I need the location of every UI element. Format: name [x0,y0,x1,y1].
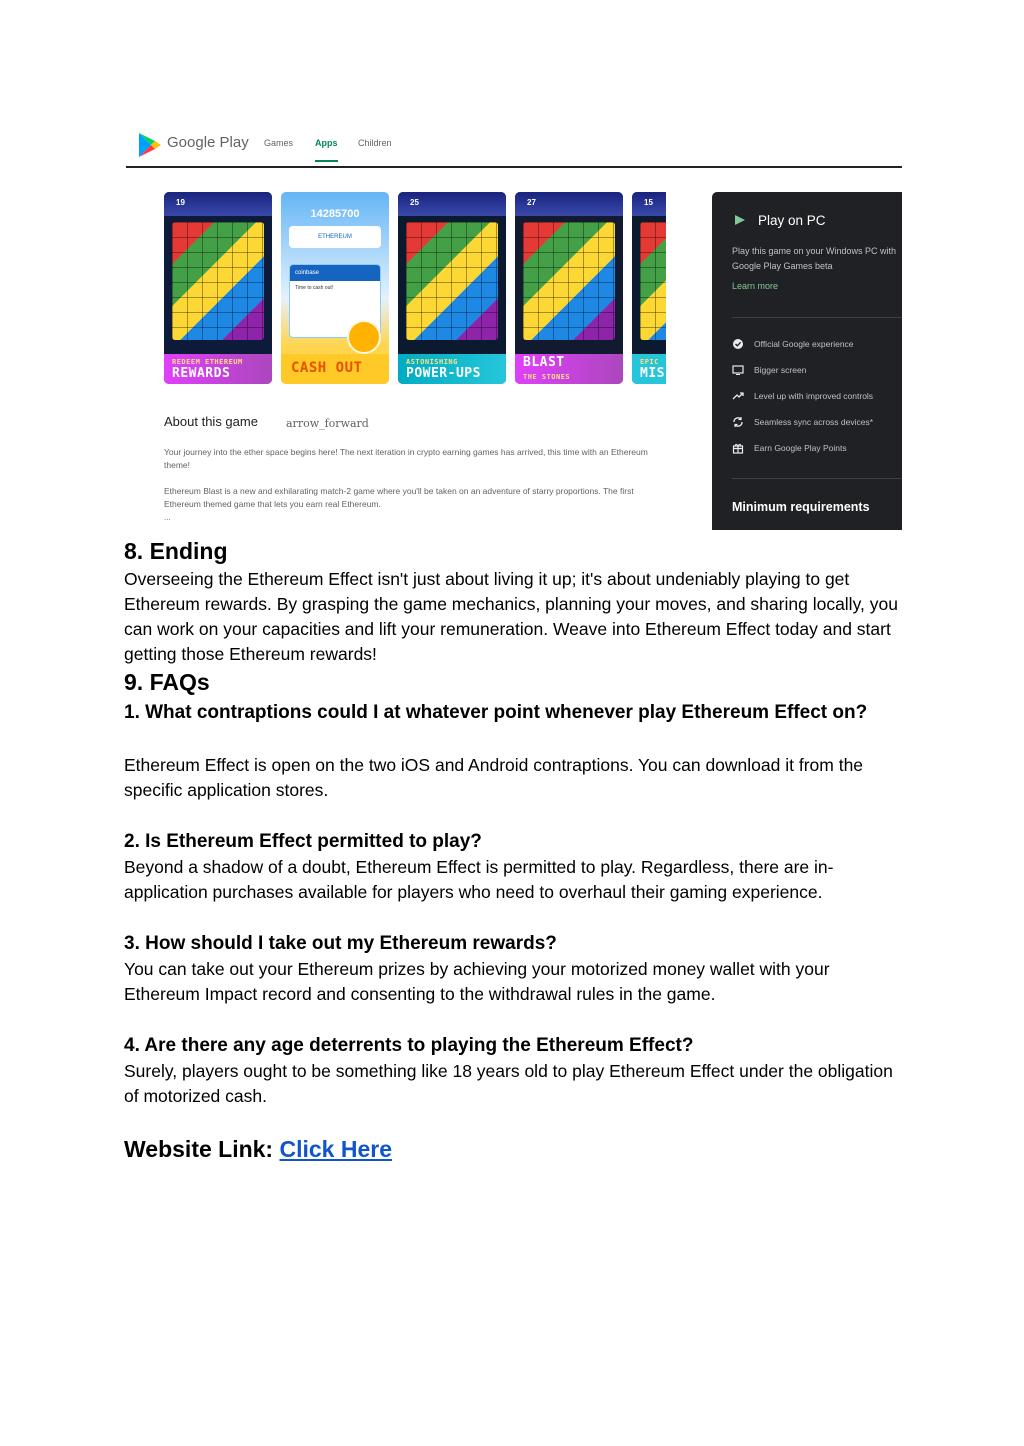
arrow-forward-icon[interactable]: arrow_forward [286,417,369,430]
feature-label: Level up with improved controls [754,391,874,401]
game-screenshot-card[interactable] [281,192,389,384]
play-games-icon [734,214,746,226]
card-caption-small: REDEEM ETHEREUM [172,358,243,366]
game-board [640,222,666,340]
faq-question: 2. Is Ethereum Effect permitted to play? [124,831,482,852]
screenshot-carousel[interactable] [164,192,666,384]
level-number: 15 [644,198,653,207]
section-heading-faqs: 9. FAQs [124,669,210,695]
panel-body: Time to cash out! [295,285,334,291]
card-caption-big: CASH OUT [291,360,363,376]
about-paragraph: Ethereum Blast is a new and exhilarating match-2 game where you'll be taken on an adventure of starry proportions. The first Ethereum themed game that lets you earn real Ethereum. [164,486,634,509]
faq-answer: Beyond a shadow of a doubt, Ethereum Effect is permitted to play. Regardless, there are in-application purchases available for players who need to overhaul their gaming experience. [124,857,834,902]
website-link-line [124,1136,392,1163]
store-name: Google Play [167,134,249,151]
game-board [406,222,498,340]
click-here-link[interactable]: Click Here [279,1136,393,1162]
tab-apps[interactable]: Apps [315,138,338,148]
tab-children[interactable]: Children [358,138,392,148]
card-caption-small: EPIC [640,358,659,366]
section-heading-ending: 8. Ending [124,538,228,564]
card-caption-big: BLAST [523,355,565,370]
about-paragraph: Your journey into the ether space begins here! The next iteration in crypto earning games has arrived, this time with an Ethereum theme! [164,447,648,470]
card-caption-big: REWARDS [172,366,231,381]
divider [732,317,902,318]
about-heading: About this game [164,414,258,429]
faq-answer: You can take out your Ethereum prizes by achieving your motorized money wallet with your Ethereum Impact record and consenting to the withdrawal rules in the game. [124,959,830,1004]
coin-icon [347,320,381,354]
game-screenshot-card[interactable] [164,192,272,384]
ethereum-box: ETHEREUM [289,226,381,248]
play-on-pc-title: Play on PC [758,213,826,228]
level-number: 27 [527,198,536,207]
level-number: 25 [410,198,419,207]
faq-question: 4. Are there any age deterrents to playing the Ethereum Effect? [124,1035,694,1056]
google-play-screenshot [126,122,902,530]
game-board [523,222,615,340]
game-board [172,222,264,340]
minimum-requirements-heading[interactable]: Minimum requirements [732,500,870,514]
score-value: 14285700 [310,208,360,220]
website-link-label: Website Link: [124,1136,280,1162]
card-caption-big: MIS [640,366,665,381]
card-caption-small: THE STONES [523,373,571,381]
learn-more-link[interactable]: Learn more [732,281,779,291]
game-screenshot-card[interactable] [398,192,506,384]
faq-answer: Ethereum Effect is open on the two iOS and Android contraptions. You can download it from the specific application stores. [124,755,864,800]
panel-title: coinbase [290,265,380,281]
about-ellipsis: ... [164,513,171,522]
trending-up-icon [732,390,744,402]
divider [732,478,902,479]
level-number: 19 [176,198,185,207]
feature-label: Seamless sync across devices* [754,417,874,427]
faq-question: 1. What contraptions could I at whatever point whenever play Ethereum Effect on? [124,702,868,723]
play-on-pc-description: Play this game on your Windows PC with Google Play Games beta [732,246,897,271]
verified-icon [732,338,744,350]
game-screenshot-card[interactable] [632,192,666,384]
gift-icon [732,442,744,454]
ending-paragraph: Overseeing the Ethereum Effect isn't just about living it up; it's about undeniably playing to get Ethereum rewards. By grasping the game mechanics, planning your moves, and sharing locally, you can work on your capacities and lift your remuneration. Weave into Ethereum Effect today and start getting those Ethereum rewards! [124,569,898,664]
monitor-icon [732,364,744,376]
feature-label: Earn Google Play Points [754,443,847,453]
feature-label: Bigger screen [754,365,807,375]
faq-answer: Surely, players ought to be something like 18 years old to play Ethereum Effect under the obligation of motorized cash. [124,1061,893,1106]
card-caption-small: ASTONISHING [406,358,458,366]
game-screenshot-card[interactable] [515,192,623,384]
feature-label: Official Google experience [754,339,854,349]
google-play-logo-icon [138,132,162,158]
store-header [126,122,902,168]
play-on-pc-panel [712,192,902,530]
sync-icon [732,416,744,428]
card-caption-big: POWER-UPS [406,366,481,381]
tab-games[interactable]: Games [264,138,294,148]
faq-question: 3. How should I take out my Ethereum rewards? [124,933,557,954]
